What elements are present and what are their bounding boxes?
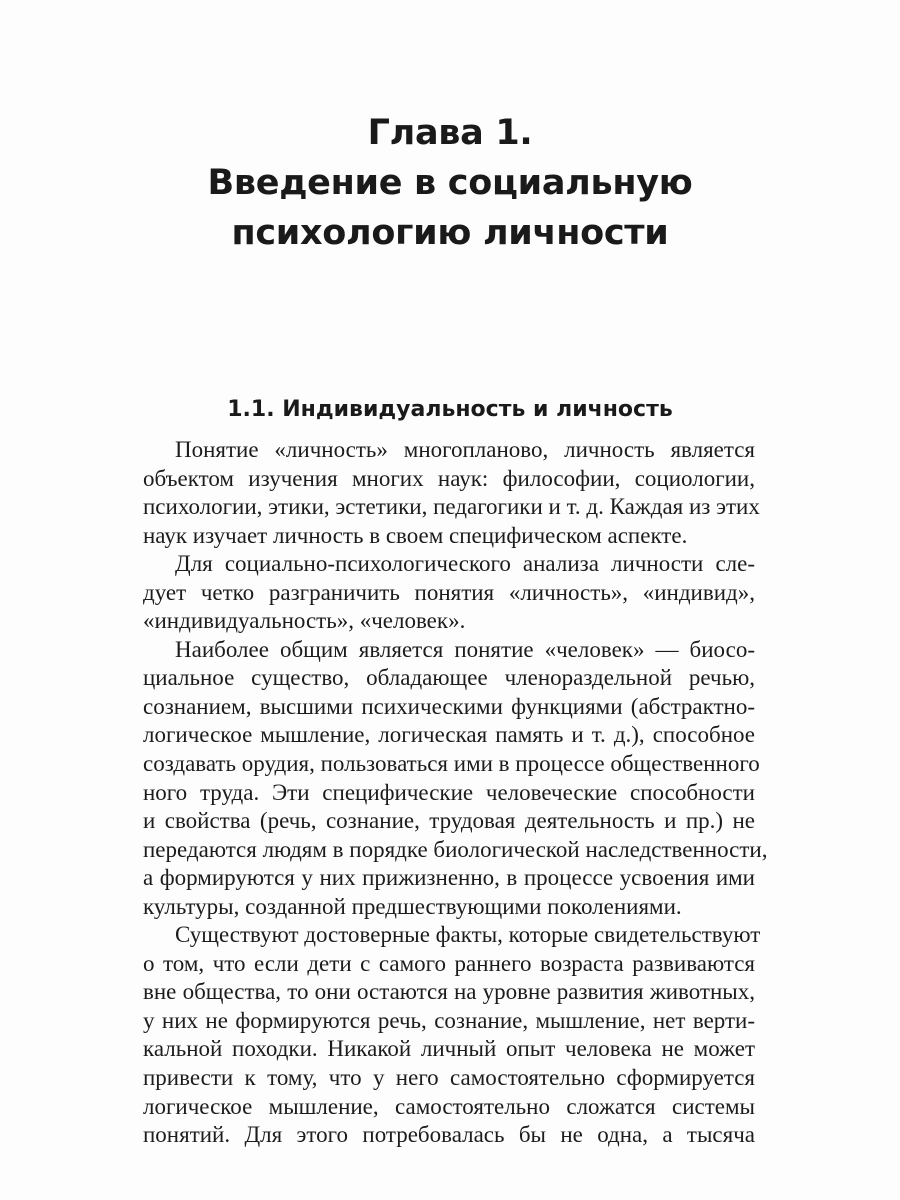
text-line: передаются людям в порядке биологической наследственности, — [143, 836, 768, 862]
text-line: ного труда. Эти специфические человеческие способности — [143, 779, 755, 805]
text-line: а формируются у них прижизненно, в процессе усвоения ими — [143, 865, 755, 891]
body-text — [143, 436, 768, 1150]
chapter-title-line-1: Введение в социальную — [207, 163, 693, 203]
text-line: «индивидуальность», «человек». — [143, 608, 466, 634]
text-line: логическое мышление, самостоятельно сложатся системы — [143, 1093, 755, 1119]
text-line: Наиболее общим является понятие «человек» — биосо- — [175, 636, 755, 662]
text-line: и свойства (речь, сознание, трудовая деятельность и пр.) не — [143, 808, 755, 834]
text-line: сознанием, высшими психическими функциями (абстрактно- — [143, 693, 755, 719]
text-line: о том, что если дети с самого раннего возраста развиваются — [143, 950, 755, 976]
text-line: Существуют достоверные факты, которые свидетельствуют — [175, 922, 761, 948]
section-heading: 1.1. Индивидуальность и личность — [227, 397, 673, 422]
chapter-number: Глава 1. — [367, 113, 533, 153]
text-line: понятий. Для этого потребовалась бы не одна, а тысяча — [143, 1122, 755, 1148]
chapter-title-line-2: психологию личности — [231, 213, 669, 253]
text-line: логическое мышление, логическая память и т. д.), способное — [143, 722, 755, 748]
text-line: Для социально-психологического анализа личности сле- — [175, 551, 755, 577]
text-line: кальной походки. Никакой личный опыт человека не может — [143, 1036, 755, 1062]
text-line: объектом изучения многих наук: философии, социологии, — [143, 465, 755, 491]
text-line: дует четко разграничить понятия «личность», «индивид», — [143, 579, 755, 605]
text-line: вне общества, то они остаются на уровне развития животных, — [143, 979, 755, 1005]
text-line: Понятие «личность» многопланово, личность является — [175, 437, 755, 462]
text-line: у них не формируются речь, сознание, мышление, нет верти- — [143, 1007, 755, 1033]
text-line: культуры, созданной предшествующими поколениями. — [143, 893, 682, 919]
text-line: наук изучает личность в своем специфическом аспекте. — [143, 522, 688, 548]
text-line: циальное существо, обладающее членораздельной речью, — [143, 665, 755, 691]
text-line: создавать орудия, пользоваться ими в процессе общественного — [143, 751, 760, 777]
text-line: психологии, этики, эстетики, педагогики и т. д. Каждая из этих — [143, 494, 760, 520]
chapter-title — [0, 108, 900, 258]
text-line: привести к тому, что у него самостоятельно сформируется — [143, 1065, 755, 1091]
